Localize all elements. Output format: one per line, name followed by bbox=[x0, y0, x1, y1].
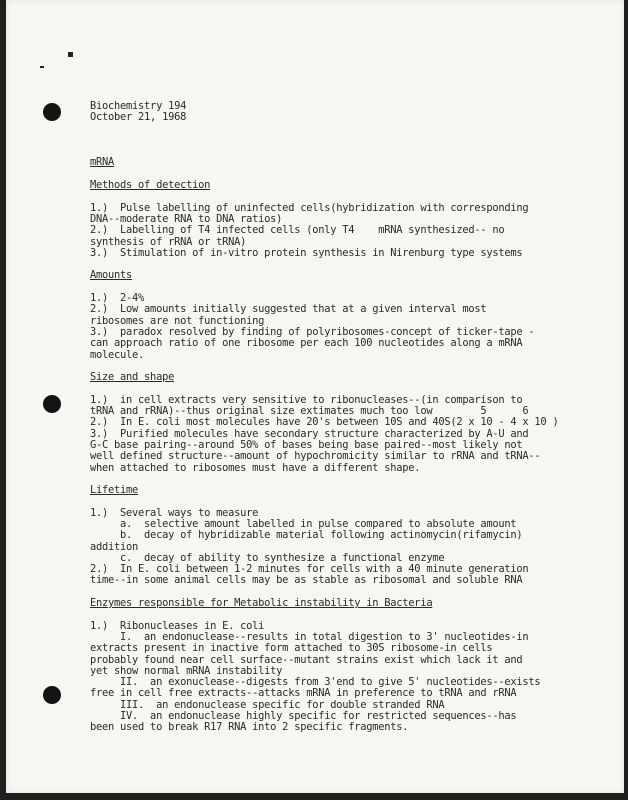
text-line: III. an endonuclease specific for double stranded RNA bbox=[90, 698, 445, 711]
section-heading-methods: Methods of detection bbox=[90, 179, 211, 192]
text-line: free in cell free extracts--attacks mRNA in preference to tRNA and rRNA bbox=[90, 687, 517, 700]
text-line: when attached to ribosomes must have a different shape. bbox=[90, 461, 421, 474]
text-line: time--in some animal cells may be as stable as ribosomal and soluble RNA bbox=[90, 574, 523, 587]
text-line: can approach ratio of one ribosome per each 100 nucleotides along a mRNA bbox=[90, 337, 523, 350]
text-line: 2.) Labelling of T4 infected cells (only T4 mRNA synthesized-- no bbox=[90, 224, 505, 237]
text-line: c. decay of ability to synthesize a functional enzyme bbox=[90, 551, 445, 564]
text-line: 1.) in cell extracts very sensitive to ribonucleases--(in comparison to bbox=[90, 393, 523, 406]
document-title: mRNA bbox=[90, 156, 115, 169]
text-line: a. selective amount labelled in pulse compared to absolute amount bbox=[90, 517, 517, 530]
text-line: 2.) In E. coli between 1-2 minutes for cells with a 40 minute generation bbox=[90, 563, 529, 576]
text-line: synthesis of rRNA or tRNA) bbox=[90, 235, 247, 248]
text-line: 2.) In E. coli most molecules have 20's between 10S and 40S(2 x 10 - 4 x 10 ) bbox=[90, 416, 559, 429]
typed-document bbox=[90, 100, 559, 734]
text-line: ribosomes are not functioning bbox=[90, 314, 265, 327]
text-line: 1.) Pulse labelling of uninfected cells(hybridization with corresponding bbox=[90, 201, 529, 214]
text-line: IV. an endonuclease highly specific for restricted sequences--has bbox=[90, 710, 517, 723]
punch-hole-middle bbox=[43, 395, 61, 413]
text-line: 3.) paradox resolved by finding of polyribosomes-concept of ticker-tape - bbox=[90, 325, 535, 338]
text-line: well defined structure--amount of hypochromicity similar to rRNA and tRNA-- bbox=[90, 450, 541, 463]
text-line: II. an exonuclease--digests from 3'end to give 5' nucleotides--exists bbox=[90, 676, 541, 689]
text-line: molecule. bbox=[90, 348, 145, 361]
text-line: extracts present in inactive form attached to 30S ribosome-in cells bbox=[90, 642, 493, 655]
text-line: 1.) Ribonucleases in E. coli bbox=[90, 619, 265, 632]
text-line: DNA--moderate RNA to DNA ratios) bbox=[90, 212, 283, 225]
text-line: probably found near cell surface--mutant strains exist which lack it and bbox=[90, 653, 523, 666]
document-date: October 21, 1968 bbox=[90, 111, 187, 124]
section-heading-enzymes: Enzymes responsible for Metabolic instability in Bacteria bbox=[90, 597, 433, 610]
course-name: Biochemistry 194 bbox=[90, 100, 187, 112]
text-line: G-C base pairing--around 50% of bases being base paired--most likely not bbox=[90, 438, 523, 451]
punch-hole-top bbox=[43, 103, 61, 121]
text-line: 3.) Stimulation of in-vitro protein synthesis in Nirenburg type systems bbox=[90, 246, 523, 259]
text-line: b. decay of hybridizable material following actinomycin(rifamycin) bbox=[90, 529, 523, 542]
text-line: been used to break R17 RNA into 2 specific fragments. bbox=[90, 721, 409, 734]
text-line: 1.) Several ways to measure bbox=[90, 506, 259, 519]
section-heading-size: Size and shape bbox=[90, 371, 175, 384]
text-line: 1.) 2-4% bbox=[90, 292, 145, 305]
text-line: tRNA and rRNA)--thus original size extimates much too low 5 6 bbox=[90, 405, 529, 418]
section-heading-lifetime: Lifetime bbox=[90, 484, 139, 497]
text-line: yet show normal mRNA instability bbox=[90, 664, 283, 677]
text-line: addition bbox=[90, 540, 139, 553]
text-line: I. an endonuclease--results in total digestion to 3' nucleotides-in bbox=[90, 630, 529, 643]
text-line: 3.) Purified molecules have secondary structure characterized by A-U and bbox=[90, 427, 529, 440]
punch-hole-bottom bbox=[43, 686, 61, 704]
text-line: 2.) Low amounts initially suggested that at a given interval most bbox=[90, 303, 487, 316]
ink-mark bbox=[68, 52, 73, 57]
section-heading-amounts: Amounts bbox=[90, 269, 133, 282]
ink-mark-small bbox=[40, 66, 44, 68]
